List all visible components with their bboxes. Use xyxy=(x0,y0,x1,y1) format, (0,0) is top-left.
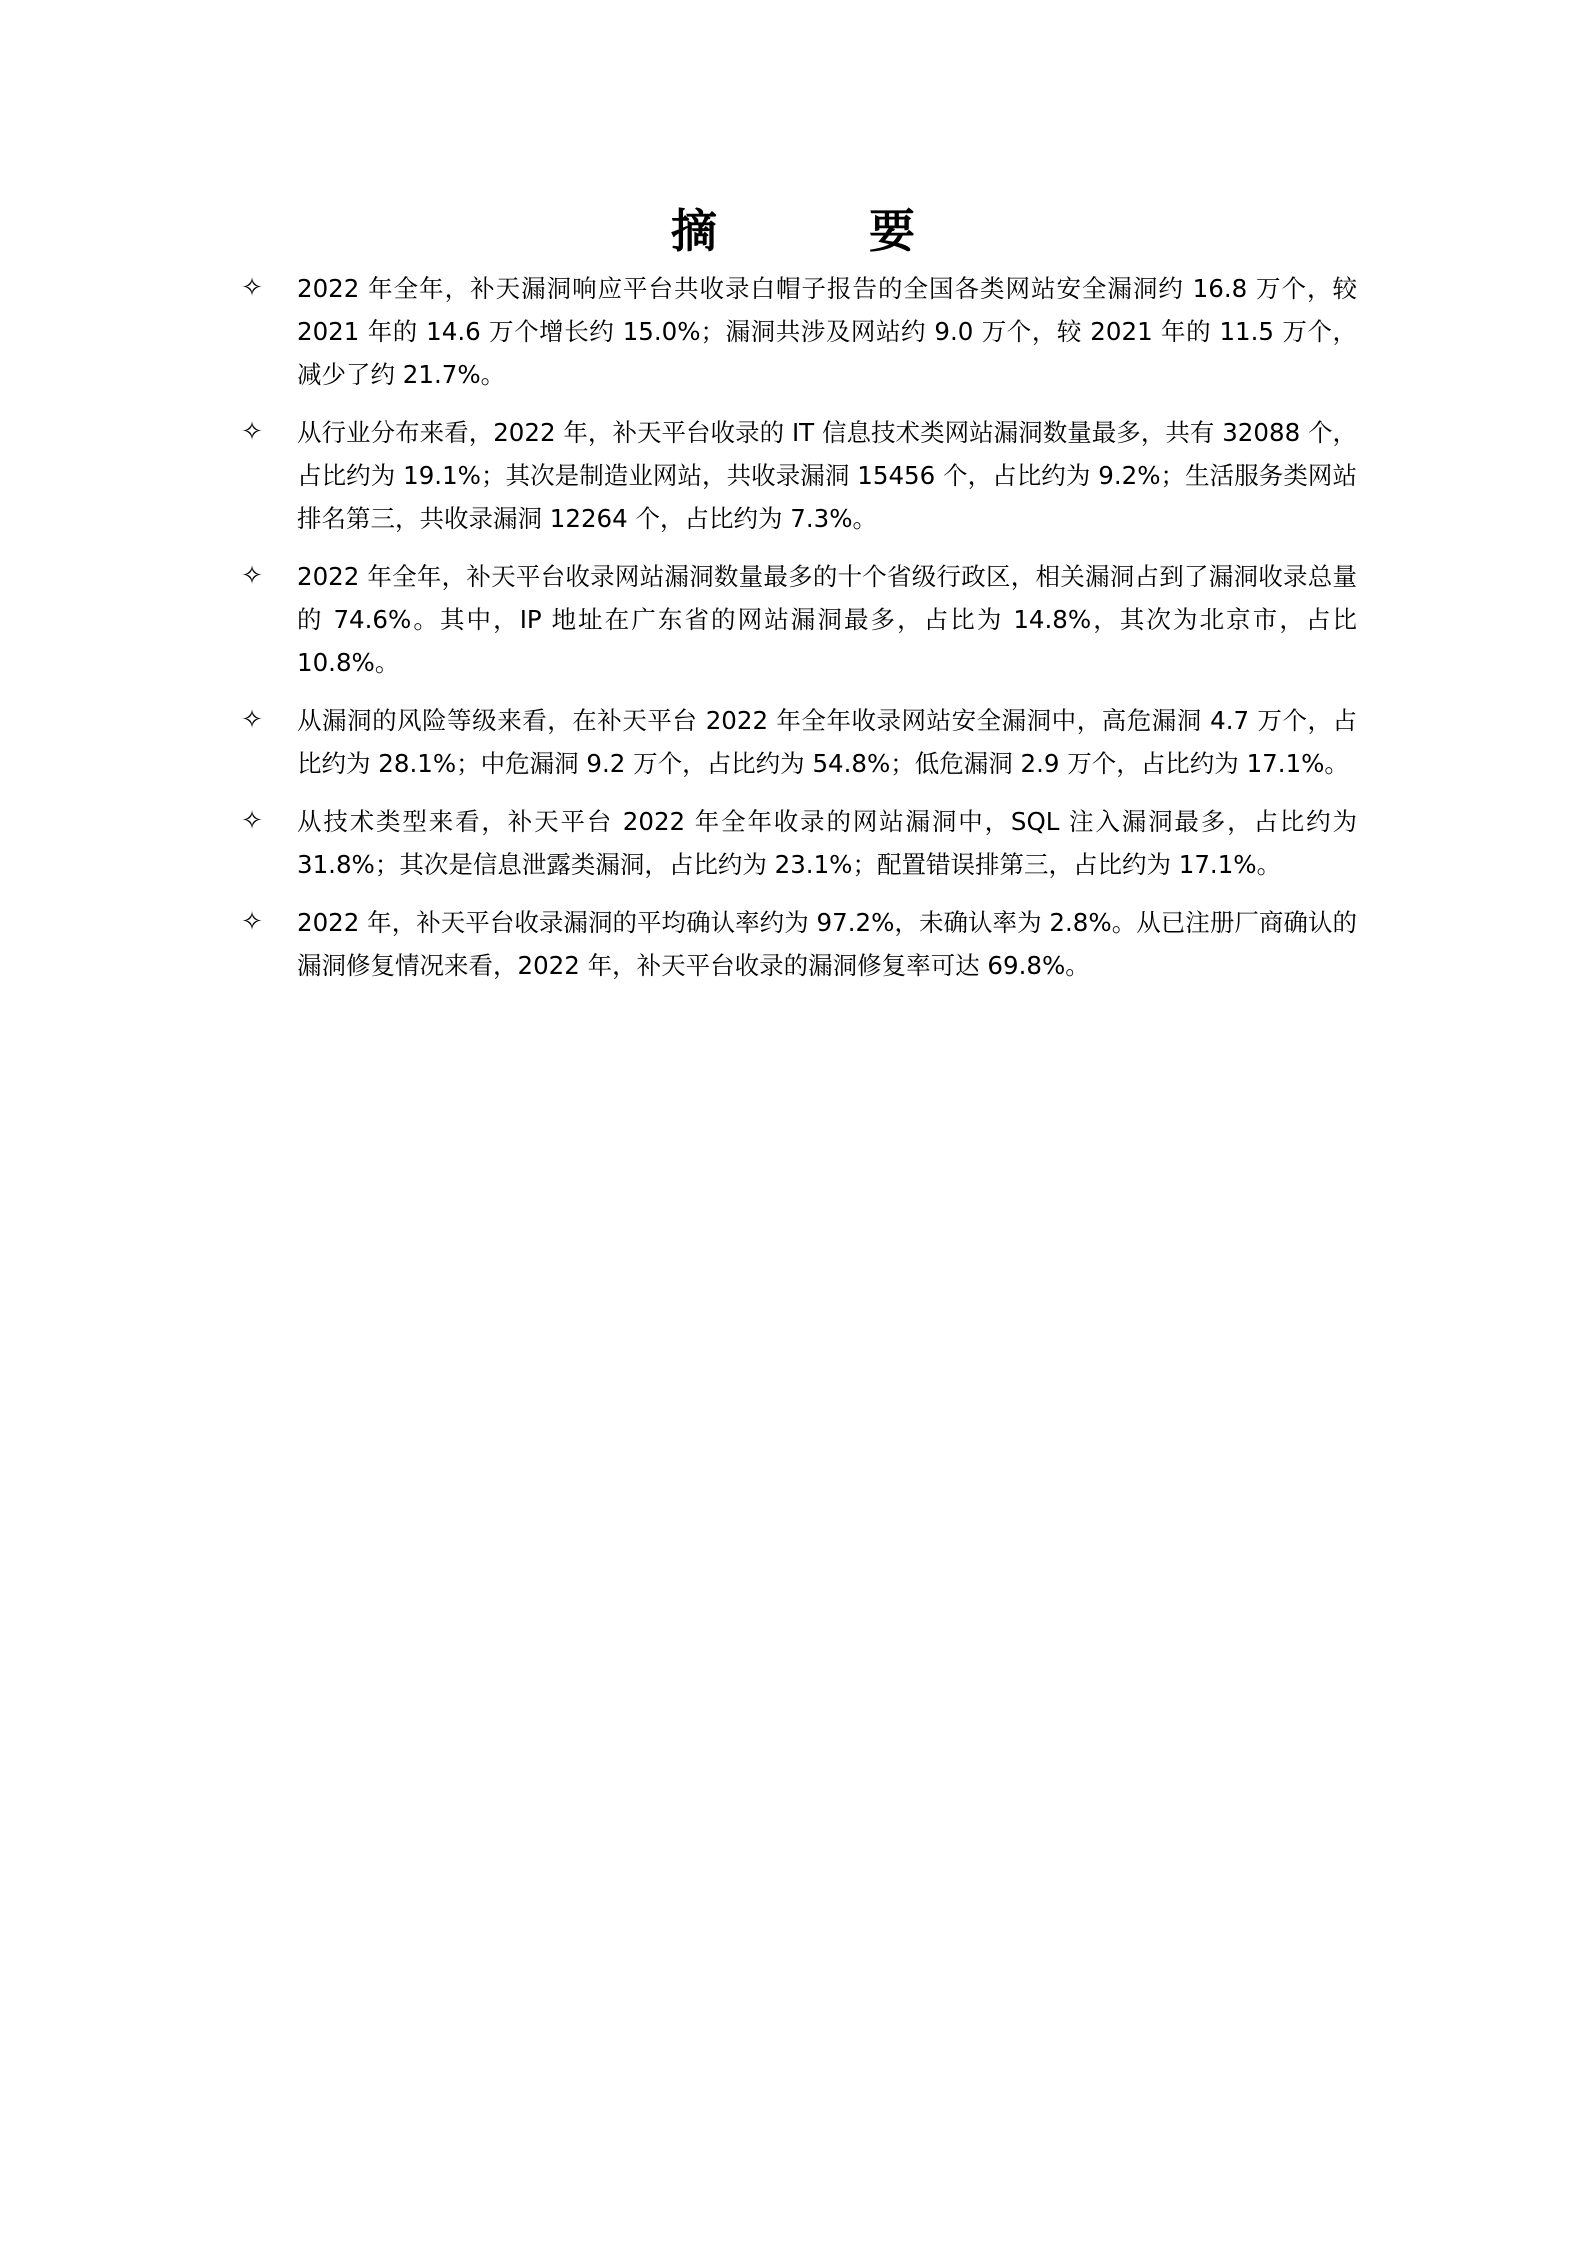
list-item xyxy=(237,267,1357,396)
list-item xyxy=(237,901,1357,987)
list-item xyxy=(237,800,1357,886)
list-item-text: 2022 年全年，补天平台收录网站漏洞数量最多的十个省级行政区，相关漏洞占到了漏洞收录总量的 74.6%。其中，IP 地址在广东省的网站漏洞最多，占比为 14.8%，其次为北京市，占比 10.8%。 xyxy=(297,562,1357,677)
four-pointed-star-icon: ✧ xyxy=(241,705,263,735)
list-item-text: 从行业分布来看，2022 年，补天平台收录的 IT 信息技术类网站漏洞数量最多，共有 32088 个，占比约为 19.1%；其次是制造业网站，共收录漏洞 15456 个，占比约为 9.2%；生活服务类网站排名第三，共收录漏洞 12264 个，占比约为 7.3%。 xyxy=(297,418,1357,533)
list-item-text: 从漏洞的风险等级来看，在补天平台 2022 年全年收录网站安全漏洞中，高危漏洞 4.7 万个，占比约为 28.1%；中危漏洞 9.2 万个，占比约为 54.8%；低危漏洞 2.9 万个，占比约为 17.1%。 xyxy=(297,706,1357,778)
list-item xyxy=(237,411,1357,540)
list-item xyxy=(237,555,1357,684)
list-item xyxy=(237,699,1357,785)
four-pointed-star-icon: ✧ xyxy=(241,273,263,303)
four-pointed-star-icon: ✧ xyxy=(241,417,263,447)
list-item-text: 2022 年全年，补天漏洞响应平台共收录白帽子报告的全国各类网站安全漏洞约 16.8 万个，较 2021 年的 14.6 万个增长约 15.0%；漏洞共涉及网站约 9.0 万个，较 2021 年的 11.5 万个，减少了约 21.7%。 xyxy=(297,274,1357,389)
four-pointed-star-icon: ✧ xyxy=(241,806,263,836)
four-pointed-star-icon: ✧ xyxy=(241,907,263,937)
list-item-text: 从技术类型来看，补天平台 2022 年全年收录的网站漏洞中，SQL 注入漏洞最多，占比约为 31.8%；其次是信息泄露类漏洞，占比约为 23.1%；配置错误排第三，占比约为 17.1%。 xyxy=(297,807,1357,879)
page-title: 摘 要 xyxy=(670,204,983,258)
four-pointed-star-icon: ✧ xyxy=(241,561,263,591)
summary-list xyxy=(237,267,1357,1002)
list-item-text: 2022 年，补天平台收录漏洞的平均确认率约为 97.2%，未确认率为 2.8%。从已注册厂商确认的漏洞修复情况来看，2022 年，补天平台收录的漏洞修复率可达 69.8%。 xyxy=(297,908,1357,980)
